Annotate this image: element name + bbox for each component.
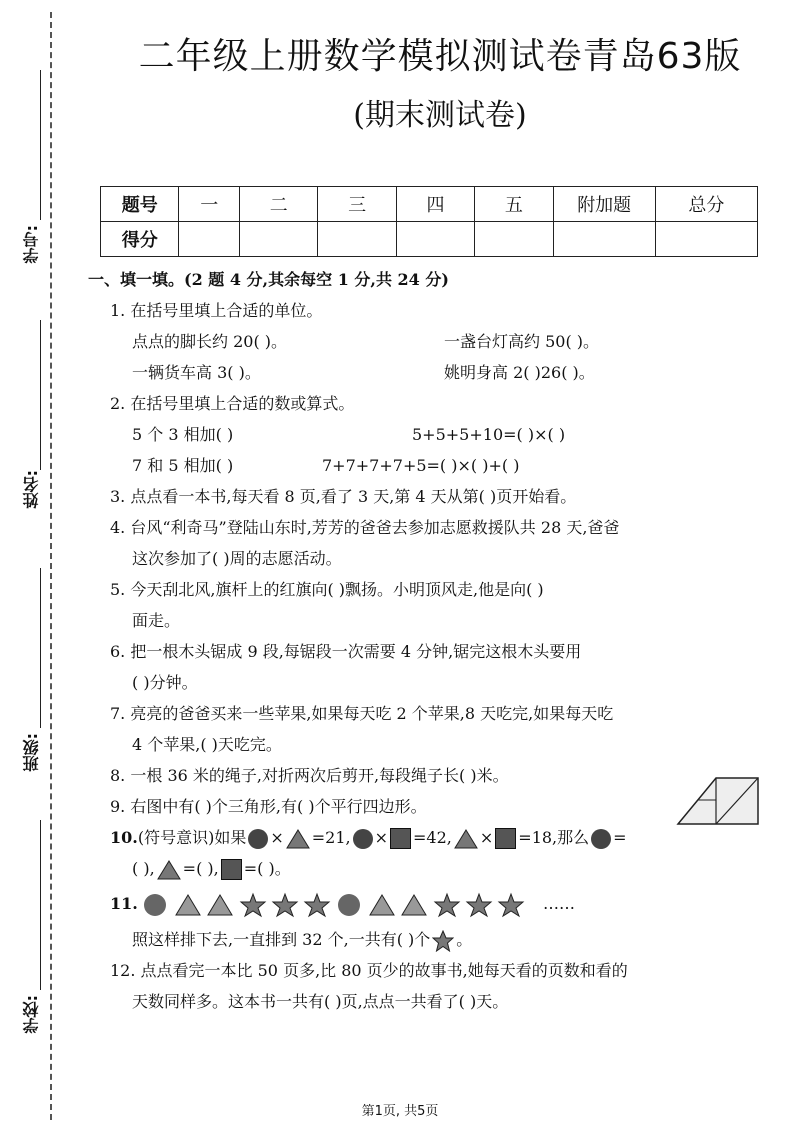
square-shape-icon (390, 828, 411, 849)
circle-shape-icon (591, 829, 611, 849)
question-10-text: (符号意识)如果 (137, 828, 247, 847)
question-2a: 5 个 3 相加( ) (132, 425, 234, 444)
question-10-line-1 (88, 822, 768, 853)
score-input-cell[interactable] (239, 222, 317, 257)
question-5-line-2: 面走。 (132, 611, 181, 630)
question-11-number: 11. (110, 894, 138, 913)
shape-sequence (143, 892, 543, 918)
star-shape-icon (305, 894, 329, 916)
star-shape-icon (435, 894, 459, 916)
section-fill-in (88, 264, 768, 1017)
question-4-line-2: 这次参加了( )周的志愿活动。 (132, 549, 342, 568)
question-6-line-1: 6. 把一根木头锯成 9 段,每锯段一次需要 4 分钟,锯完这根木头要用 (110, 642, 582, 661)
score-table-header-row (101, 187, 758, 222)
score-header-cell: 一 (179, 187, 240, 222)
question-7-line-2: 4 个苹果,( )天吃完。 (132, 735, 282, 754)
star-shape-icon (273, 894, 297, 916)
school-field[interactable] (14, 820, 50, 1060)
score-input-cell[interactable] (318, 222, 396, 257)
score-header-cell: 三 (318, 187, 396, 222)
times-sign: × (479, 828, 494, 847)
period: 。 (456, 930, 473, 949)
page-subtitle: (期末测试卷) (353, 98, 527, 133)
star-shape-icon (499, 894, 523, 916)
question-2d: 7+7+7+7+5=( )×( )+( ) (322, 456, 520, 475)
circle-shape-icon (248, 829, 268, 849)
score-table (100, 186, 758, 257)
score-input-cell[interactable] (475, 222, 553, 257)
score-input-cell[interactable] (553, 222, 655, 257)
answer-blank: ( ), (132, 859, 155, 878)
question-1b: 一盏台灯高约 50( )。 (444, 332, 600, 351)
section-title: 一、填一填。(2 题 4 分,其余每空 1 分,共 24 分) (88, 270, 449, 289)
triangle-shape-icon (208, 895, 232, 915)
school-underline (40, 820, 41, 990)
triangle-shape-icon (176, 895, 200, 915)
circle-shape-icon (353, 829, 373, 849)
question-4-line-1: 4. 台风“利奇马”登陆山东时,芳芳的爸爸去参加志愿救援队共 28 天,爸爸 (110, 518, 620, 537)
cut-line (50, 12, 52, 1120)
times-sign: × (270, 828, 284, 847)
question-8: 8. 一根 36 米的绳子,对折两次后剪开,每段绳子长( )米。 (110, 766, 509, 785)
question-6-line-2: ( )分钟。 (132, 673, 198, 692)
question-11-line-2 (88, 924, 768, 955)
question-2c: 7 和 5 相加( ) (132, 456, 234, 475)
class-label: 班级: (22, 733, 41, 772)
answer-blank: =( )。 (243, 859, 291, 878)
score-row-label: 得分 (101, 222, 179, 257)
score-input-cell[interactable] (655, 222, 757, 257)
question-1c: 一辆货车高 3( )。 (132, 363, 261, 382)
name-label: 姓名: (22, 470, 41, 509)
question-11-line-1 (88, 884, 768, 924)
score-input-cell[interactable] (179, 222, 240, 257)
triangle-shape-icon (454, 829, 478, 849)
star-shape-icon (432, 930, 454, 952)
ellipsis: …… (542, 894, 575, 913)
name-field[interactable] (14, 320, 50, 520)
question-7-line-1: 7. 亮亮的爸爸买来一些苹果,如果每天吃 2 个苹果,8 天吃完,如果每天吃 (110, 704, 614, 723)
score-header-cell: 四 (396, 187, 474, 222)
question-3: 3. 点点看一本书,每天看 8 页,看了 3 天,第 4 天从第( )页开始看。 (110, 487, 577, 506)
question-11-text: 照这样排下去,一直排到 32 个,一共有( )个 (132, 930, 431, 949)
student-id-label: 学号: (22, 225, 41, 264)
score-header-cell: 五 (475, 187, 553, 222)
question-1a: 点点的脚长约 20( )。 (132, 332, 288, 351)
question-1d: 姚明身高 2( )26( )。 (444, 363, 595, 382)
triangle-shape-icon (157, 860, 181, 880)
page-footer: 第1页, 共5页 (361, 1104, 439, 1119)
equals-sign: = (613, 828, 627, 847)
question-2-row-2 (88, 450, 768, 481)
square-shape-icon (495, 828, 516, 849)
question-5-line-1: 5. 今天刮北风,旗杆上的红旗向( )飘扬。小明顶风走,他是向( ) (110, 580, 544, 599)
equation-text: =21, (311, 828, 351, 847)
student-id-field[interactable] (14, 70, 50, 270)
triangle-shape-icon (286, 829, 310, 849)
score-header-cell: 附加题 (553, 187, 655, 222)
question-12-line-2: 天数同样多。这本书一共有( )页,点点一共看了( )天。 (132, 992, 509, 1011)
question-10-number: 10. (110, 828, 138, 847)
class-underline (40, 568, 41, 728)
class-field[interactable] (14, 568, 50, 778)
score-table-score-row (101, 222, 758, 257)
student-id-underline (40, 70, 41, 220)
question-10-line-2 (88, 853, 768, 884)
equation-text: =18,那么 (518, 828, 590, 847)
question-1-stem: 1. 在括号里填上合适的单位。 (110, 301, 323, 320)
times-sign: × (374, 828, 389, 847)
star-shape-icon (241, 894, 265, 916)
star-shape-icon (467, 894, 491, 916)
circle-shape-icon (144, 894, 166, 916)
question-2-stem: 2. 在括号里填上合适的数或算式。 (110, 394, 355, 413)
binding-margin (0, 0, 62, 1132)
score-header-cell: 题号 (101, 187, 179, 222)
question-9: 9. 右图中有( )个三角形,有( )个平行四边形。 (110, 797, 427, 816)
school-label: 学校: (22, 995, 41, 1034)
question-12-line-1: 12. 点点看完一本比 50 页多,比 80 页少的故事书,她每天看的页数和看的 (110, 961, 628, 980)
question-2b: 5+5+5+10=( )×( ) (412, 425, 566, 444)
name-underline (40, 320, 41, 470)
score-input-cell[interactable] (396, 222, 474, 257)
equation-text: =42, (413, 828, 452, 847)
question-2-row-1 (88, 419, 768, 450)
triangle-shape-icon (370, 895, 394, 915)
score-header-cell: 总分 (655, 187, 757, 222)
score-header-cell: 二 (239, 187, 317, 222)
circle-shape-icon (338, 894, 360, 916)
page-title: 二年级上册数学模拟测试卷青岛63版 (138, 36, 742, 77)
triangle-shape-icon (402, 895, 426, 915)
answer-blank: =( ), (182, 859, 219, 878)
question-1-row-2 (88, 357, 768, 388)
triangle-parallelogram-figure (676, 776, 760, 826)
question-1-row-1 (88, 326, 768, 357)
square-shape-icon (221, 859, 242, 880)
